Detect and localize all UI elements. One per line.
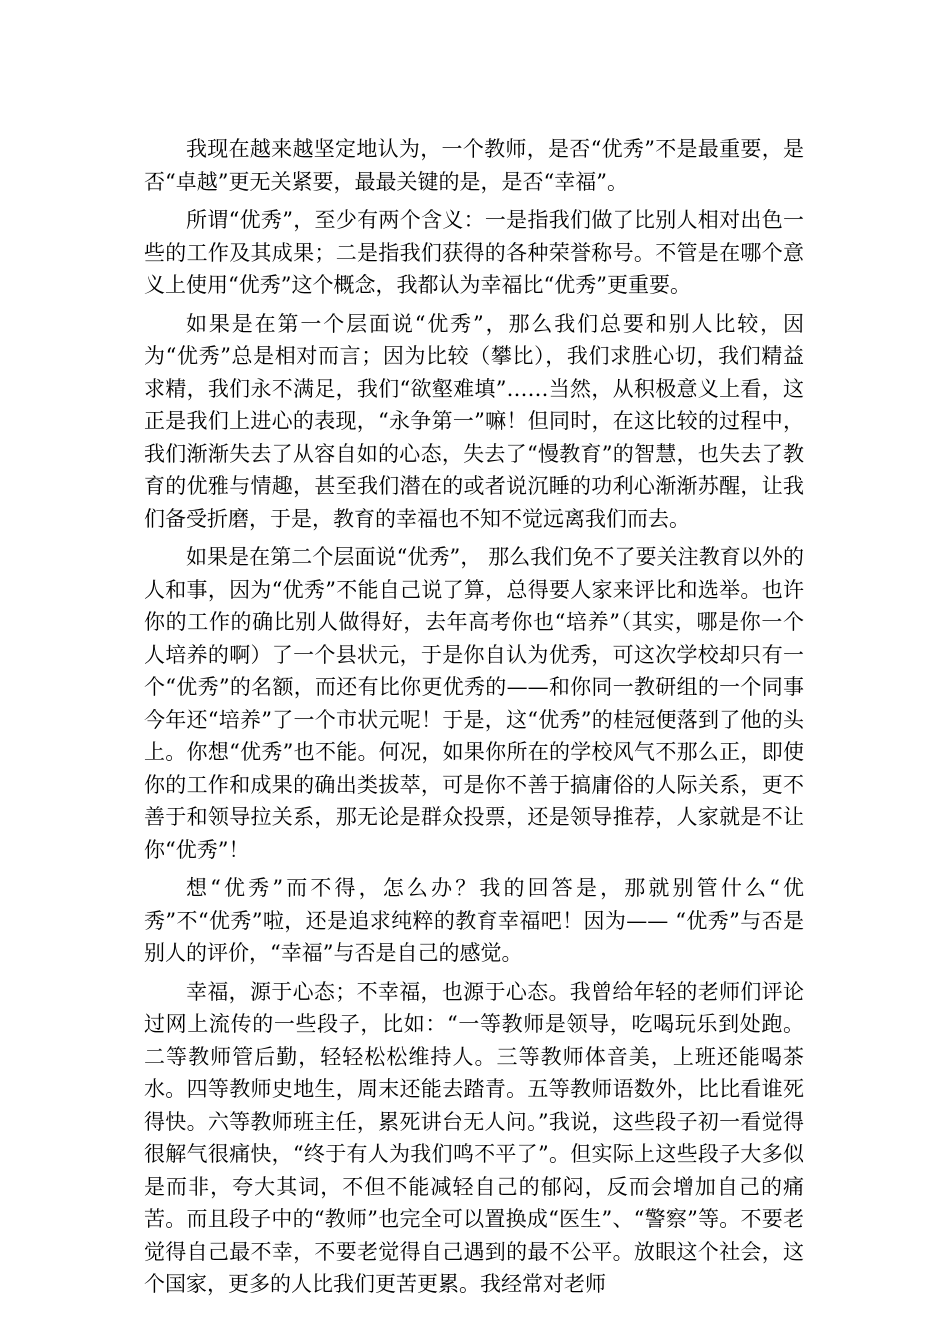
paragraph-6: 幸福，源于心态；不幸福，也源于心态。我曾给年轻的老师们评论过网上流传的一些段子，比如：“一等教师是领导，吃喝玩乐到处跑。二等教师管后勤，轻轻松松维持人。三等教师体音美，上班还能喝茶水。四等教师史地生，周末还能去踏青。五等教师语数外，比比看谁死得快。六等教师班主任，累死讲台无人问。”我说，这些段子初一看觉得很解气很痛快，“终于有人为我们鸣不平了”。但实际上这些段子大多似是而非，夸大其词，不但不能减轻自己的郁闷，反而会增加自己的痛苦。而且段子中的“教师”也完全可以置换成“医生”、“警察”等。不要老觉得自己最不幸，不要老觉得自己遇到的最不公平。放眼这个社会，这个国家，更多的人比我们更苦更累。我经常对老师	[144, 979, 804, 1296]
paragraph-3: 如果是在第一个层面说“优秀”，那么我们总要和别人比较，因为“优秀”总是相对而言；因为比较（攀比），我们求胜心切，我们精益求精，我们永不满足，我们“欲壑难填”……当然，从积极意义上看，这正是我们上进心的表现，“永争第一”嘛！但同时，在这比较的过程中，我们渐渐失去了从容自如的心态，失去了“慢教育”的智慧，也失去了教育的优雅与情趣，甚至我们潜在的或者说沉睡的功利心渐渐苏醒，让我们备受折磨，于是，教育的幸福也不知不觉远离我们而去。	[144, 311, 804, 531]
paragraph-5: 想“优秀”而不得，怎么办？我的回答是，那就别管什么“优秀”不“优秀”啦，还是追求纯粹的教育幸福吧！因为—— “优秀”与否是别人的评价，“幸福”与否是自己的感觉。	[144, 876, 804, 965]
article-body	[144, 133, 804, 1307]
paragraph-2: 所谓“优秀”，至少有两个含义：一是指我们做了比别人相对出色一些的工作及其成果；二是指我们获得的各种荣誉称号。不管是在哪个意义上使用“优秀”这个概念，我都认为幸福比“优秀”更重要。	[144, 208, 804, 297]
paragraph-1: 我现在越来越坚定地认为，一个教师，是否“优秀”不是最重要，是否“卓越”更无关紧要，最最关键的是，是否“幸福”。	[144, 137, 804, 194]
paragraph-4: 如果是在第二个层面说“优秀”， 那么我们免不了要关注教育以外的人和事，因为“优秀”不能自己说了算，总得要人家来评比和选举。也许你的工作的确比别人做得好，去年高考你也“培养”（其实，哪是你一个人培养的啊）了一个县状元，于是你自认为优秀，可这次学校却只有一个“优秀”的名额，而还有比你更优秀的——和你同一教研组的一个同事今年还“培养”了一个市状元呢！于是，这“优秀”的桂冠便落到了他的头上。你想“优秀”也不能。何况，如果你所在的学校风气不那么正，即使你的工作和成果的确出类拔萃，可是你不善于搞庸俗的人际关系，更不善于和领导拉关系，那无论是群众投票，还是领导推荐，人家就是不让你“优秀”！	[144, 545, 804, 862]
